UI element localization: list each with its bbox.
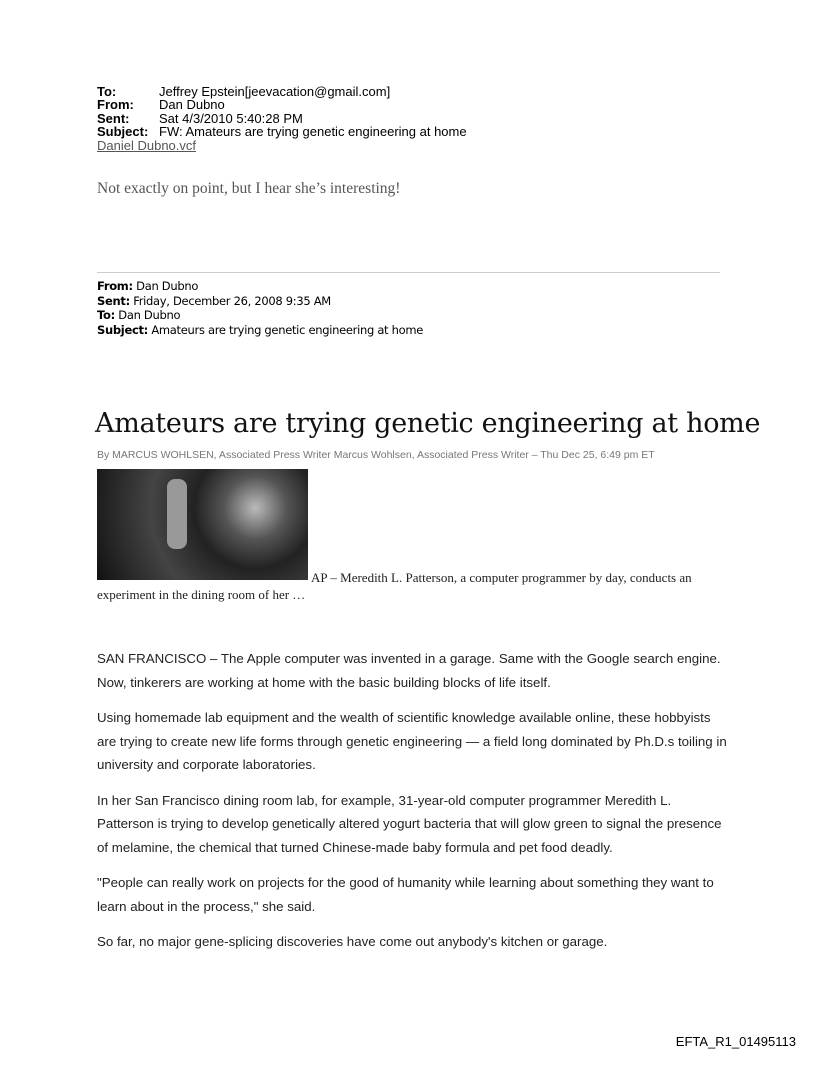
paragraph: "People can really work on projects for the good of humanity while learning about something they want to learn about in the process," she said. xyxy=(97,875,714,914)
article-body xyxy=(97,647,727,966)
attachment-link[interactable]: Daniel Dubno.vcf xyxy=(97,137,196,153)
email-header xyxy=(97,85,467,152)
article-title: Amateurs are trying genetic engineering at home xyxy=(95,408,761,439)
paragraph: In her San Francisco dining room lab, for example, 31-year-old computer programmer Meredith L. Patterson is trying to develop genetically altered yogurt bacteria that will glow green to signal the presence of melamine, the chemical that turned Chinese-made baby formula and pet food deadly. xyxy=(97,792,722,855)
sent-value: Sat 4/3/2010 5:40:28 PM xyxy=(159,110,303,126)
document-id: EFTA_R1_01495113 xyxy=(675,1034,796,1049)
fwd-sent: Friday, December 26, 2008 9:35 AM xyxy=(133,293,331,308)
forwarded-header xyxy=(97,279,423,337)
divider xyxy=(97,272,720,273)
fwd-to-label: To: xyxy=(97,308,115,323)
subject-value: FW: Amateurs are trying genetic engineering at home xyxy=(159,124,467,140)
fwd-from: Dan Dubno xyxy=(136,279,199,293)
article-photo xyxy=(97,469,308,580)
fwd-from-label: From: xyxy=(97,279,133,293)
to-label: To: xyxy=(97,84,117,99)
article-byline: By MARCUS WOHLSEN, Associated Press Writer Marcus Wohlsen, Associated Press Writer – Thu Dec 25, 6:49 pm ET xyxy=(97,449,655,461)
photo-figure xyxy=(167,479,187,549)
paragraph: SAN FRANCISCO – The Apple computer was invented in a garage. Same with the Google search engine. Now, tinkerers are working at home with the basic building blocks of life itself. xyxy=(97,651,721,690)
paragraph: So far, no major gene-splicing discoveries have come out anybody's kitchen or garage. xyxy=(97,934,608,949)
from-value: Dan Dubno xyxy=(159,97,225,113)
fwd-subject: Amateurs are trying genetic engineering at home xyxy=(151,322,424,337)
email-note: Not exactly on point, but I hear she’s interesting! xyxy=(97,180,401,197)
subject-label: Subject: xyxy=(97,124,149,140)
fwd-sent-label: Sent: xyxy=(97,293,130,308)
photo-caption: AP – Meredith L. Patterson, a computer programmer by day, conducts an experiment in the dining room of her … xyxy=(97,570,692,602)
sent-label: Sent: xyxy=(97,110,130,126)
to-value: Jeffrey Epstein[jeevacation@gmail.com] xyxy=(159,84,391,99)
from-label: From: xyxy=(97,97,134,113)
paragraph: Using homemade lab equipment and the wealth of scientific knowledge available online, these hobbyists are trying to create new life forms through genetic engineering — a field long dominated by Ph.D.s toiling in university and corporate laboratories. xyxy=(97,710,727,772)
fwd-subject-label: Subject: xyxy=(97,322,148,337)
fwd-to: Dan Dubno xyxy=(118,308,181,323)
